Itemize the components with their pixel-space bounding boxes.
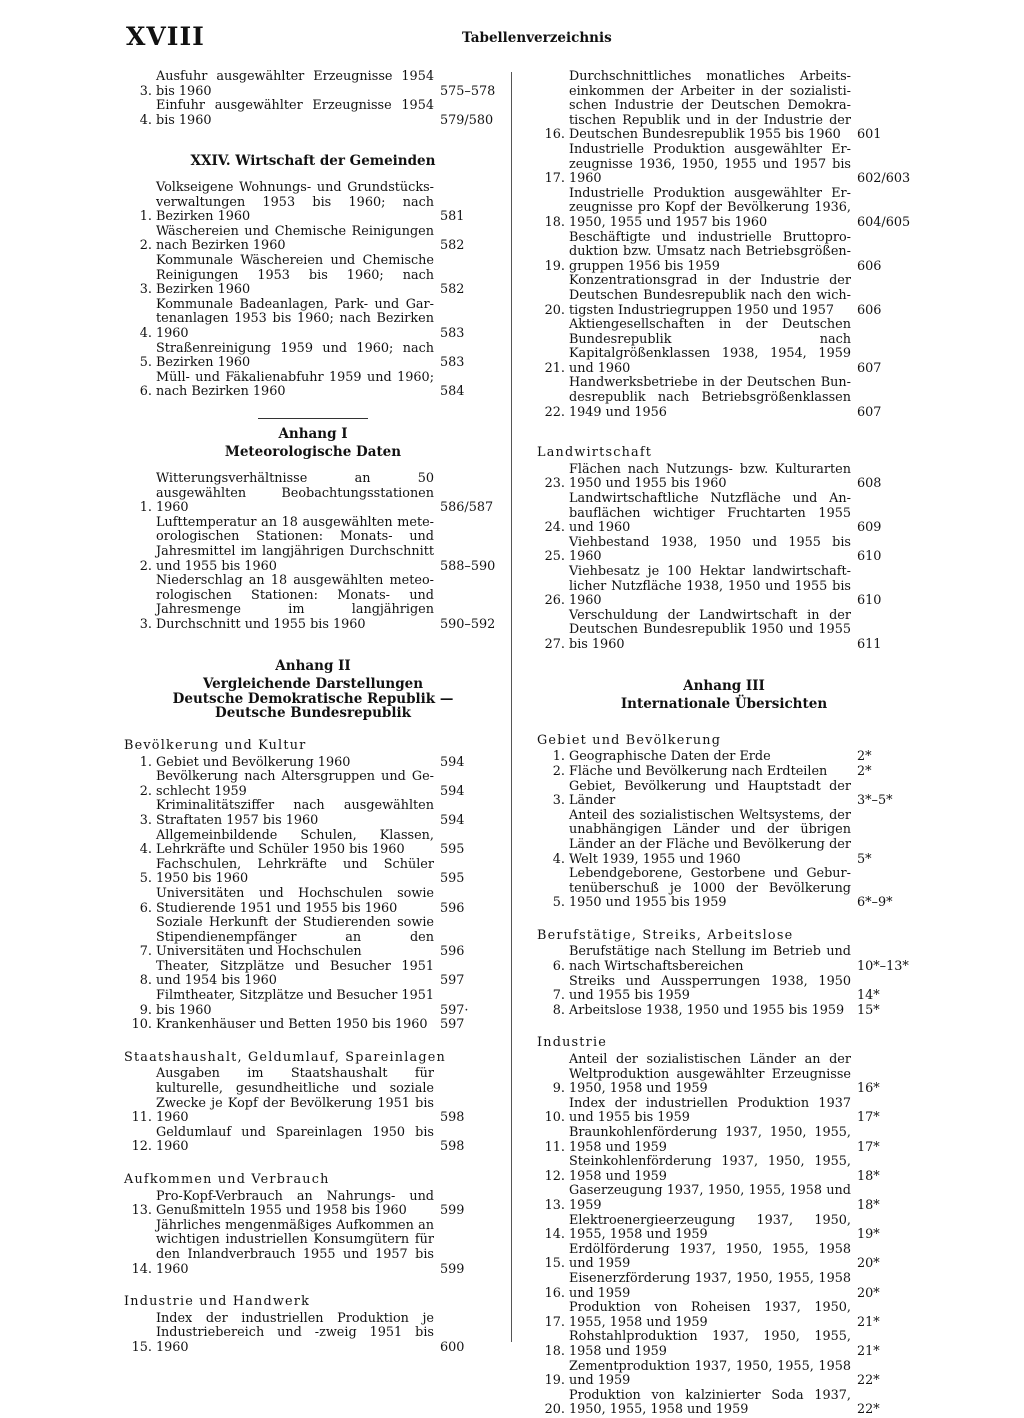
list-item xyxy=(124,770,502,799)
entry-number: 7. xyxy=(139,944,152,960)
group-label: Berufstätige, Streiks, Arbeitslose xyxy=(537,927,794,943)
list-item xyxy=(124,829,502,858)
entry-page: 606 xyxy=(857,302,882,318)
group-list xyxy=(537,1053,911,1418)
entry-number: 18. xyxy=(544,1343,565,1359)
entry-title: Eisenerzförderung 1937, 1950, 1955, 1958 und 1959 xyxy=(569,1270,851,1301)
list-item xyxy=(124,799,502,828)
entry-page: 582 xyxy=(440,282,465,298)
entry-number: 27. xyxy=(544,636,565,652)
list-item xyxy=(537,1360,911,1389)
list-item xyxy=(537,975,911,1004)
list-item xyxy=(537,1004,911,1019)
list-item xyxy=(124,254,502,298)
list-item xyxy=(537,1126,911,1155)
group-list xyxy=(537,945,911,1018)
entry-number: 2. xyxy=(139,558,152,574)
entry-number: 9. xyxy=(139,1002,152,1018)
entry-title: Theater, Sitzplätze und Besucher 1951 und 1954 bis 1960 xyxy=(156,958,434,989)
list-item xyxy=(537,609,911,653)
entry-title: Wäschereien und Chemische Reinigungen nach Bezirken 1960 xyxy=(156,223,434,254)
entry-number: 3. xyxy=(139,812,152,828)
entry-page: 15* xyxy=(857,1002,880,1018)
entry-title: Geographische Daten der Erde xyxy=(569,749,771,765)
list-item xyxy=(124,342,502,371)
entry-number: 2. xyxy=(139,238,152,254)
entry-title: Lufttemperatur an 18 ausgewählten meteorologischen Stationen: Monats- und Jahresmittel im langjährigen Durchschnitt und 1955 bis 1960 xyxy=(156,514,434,574)
entry-page: 579/580 xyxy=(440,112,494,128)
entry-title: Fläche und Bevölkerung nach Erdteilen xyxy=(569,763,828,779)
groups-anhang3 xyxy=(537,716,911,1418)
list-item xyxy=(124,371,502,400)
entry-title: Landwirtschaftliche Nutzfläche und Anbauflächen wichtiger Fruchtarten 1955 und 1960 xyxy=(569,491,851,536)
appendix-subtitle: Deutsche Demokratische Republik — xyxy=(172,690,454,707)
entry-page: 22* xyxy=(857,1373,880,1389)
entry-number: 23. xyxy=(544,476,565,492)
entry-page: 14* xyxy=(857,988,880,1004)
entry-number: 16. xyxy=(544,1285,565,1301)
entry-title: Industrielle Produktion ausgewählter Erzeugnisse 1936, 1950, 1955 und 1957 bis 1960 xyxy=(569,141,851,187)
entry-title: Kommunale Wäschereien und Chemische Reinigungen 1953 bis 1960; nach Bezirken 1960 xyxy=(156,252,434,298)
entry-title: Anteil der sozialistischen Länder an der Weltproduktion ausgewählter Erzeugnisse 1950, 1958 und 1959 xyxy=(569,1052,851,1097)
list-item xyxy=(124,1219,502,1277)
entry-number: 2. xyxy=(552,763,565,779)
appendix-subtitle: Meteorologische Daten xyxy=(224,444,402,461)
entry-page: 607 xyxy=(857,360,882,376)
list-left-top xyxy=(124,70,502,128)
entry-number: 2. xyxy=(139,783,152,799)
right-column xyxy=(537,70,911,1418)
entry-number: 12. xyxy=(131,1139,152,1155)
entry-title: Geldumlauf und Spareinlagen 1950 bis 1960 xyxy=(156,1124,434,1155)
group-label: Gebiet und Bevölkerung xyxy=(537,732,722,748)
entry-page: 19* xyxy=(857,1227,880,1243)
entry-number: 1. xyxy=(139,754,152,770)
entry-page: 599 xyxy=(440,1203,465,1219)
entry-title: Einfuhr ausgewählter Erzeugnisse 1954 bis 1960 xyxy=(156,98,434,128)
entry-number: 15. xyxy=(544,1256,565,1272)
entry-page: 590–592 xyxy=(440,617,496,632)
list-item xyxy=(537,70,911,143)
entry-page: 595 xyxy=(440,871,465,887)
left-column xyxy=(124,70,502,1356)
entry-number: 4. xyxy=(552,851,565,867)
entry-page: 608 xyxy=(857,476,882,492)
entry-number: 11. xyxy=(131,1110,152,1126)
entry-page: 609 xyxy=(857,520,882,536)
list-item xyxy=(537,376,911,420)
entry-number: 3. xyxy=(139,282,152,298)
list-item xyxy=(124,225,502,254)
entry-page: 6*–9* xyxy=(857,895,893,911)
list-item xyxy=(537,143,911,187)
entry-page: 20* xyxy=(857,1256,880,1272)
entry-title: Arbeitslose 1938, 1950 und 1955 bis 1959 xyxy=(569,1002,845,1018)
group-list xyxy=(537,750,911,911)
entry-number: 14. xyxy=(544,1227,565,1243)
entry-page: 598 xyxy=(440,1110,465,1126)
entry-number: 21. xyxy=(544,360,565,376)
entry-number: 19. xyxy=(544,258,565,274)
entry-number: 22. xyxy=(544,404,565,420)
list-item xyxy=(537,1155,911,1184)
entry-number: 6. xyxy=(139,900,152,916)
entry-title: Gaserzeugung 1937, 1950, 1955, 1958 und 1959 xyxy=(569,1183,851,1213)
list-item xyxy=(124,1067,502,1125)
list-item xyxy=(537,780,911,809)
group-label: Landwirtschaft xyxy=(537,445,653,461)
list-xxiv xyxy=(124,181,502,400)
page-number: XVIII xyxy=(126,22,205,51)
list-item xyxy=(537,1097,911,1126)
entry-page: 594 xyxy=(440,754,465,770)
appendix-title: Anhang I xyxy=(278,425,348,442)
entry-page: 604/605 xyxy=(857,214,911,230)
entry-title: Fachschulen, Lehrkräfte und Schüler 1950 bis 1960 xyxy=(156,856,434,887)
entry-page: 599 xyxy=(440,1261,465,1277)
groups-anhang2 xyxy=(124,721,502,1356)
entry-title: Rohstahlproduktion 1937, 1950, 1955, 1958 und 1959 xyxy=(569,1329,851,1359)
entry-page: 597 xyxy=(440,1017,465,1033)
entry-page: 10*–13* xyxy=(857,959,909,975)
entry-number: 11. xyxy=(544,1139,565,1155)
list-item xyxy=(124,574,502,632)
entry-number: 9. xyxy=(552,1081,565,1097)
entry-title: Beschäftigte und industrielle Bruttoproduktion bzw. Umsatz nach Betriebsgrößengruppen 1956 bis 1959 xyxy=(569,229,851,274)
appendix-title: Anhang III xyxy=(683,677,765,694)
entry-title: Soziale Herkunft der Studierenden sowie Stipendienempfänger an den Universitäten und Hochschulen xyxy=(156,915,434,960)
list-item xyxy=(124,858,502,887)
entry-page: 607 xyxy=(857,404,882,420)
entry-title: Gebiet und Bevölkerung 1960 xyxy=(156,754,351,770)
entry-page: 601 xyxy=(857,127,882,143)
list-item xyxy=(537,750,911,765)
list-right-top xyxy=(537,70,911,420)
entry-page: 17* xyxy=(857,1110,880,1126)
entry-page: 602/603 xyxy=(857,171,911,187)
entry-page: 18* xyxy=(857,1168,880,1184)
entry-title: Volkseigene Wohnungs- und Grundstücksverwaltungen 1953 bis 1960; nach Bezirken 1960 xyxy=(156,179,434,225)
entry-number: 5. xyxy=(139,871,152,887)
entry-number: 5. xyxy=(552,895,565,911)
entry-page: 588–590 xyxy=(440,558,496,574)
entry-title: Straßenreinigung 1959 und 1960; nach Bezirken 1960 xyxy=(156,340,434,371)
entry-number: 4. xyxy=(139,112,152,128)
list-item xyxy=(537,809,911,867)
list-landwirtschaft xyxy=(537,463,911,653)
entry-title: Jährliches mengenmäßiges Aufkommen an wichtigen industriellen Konsumgütern für den Inlandverbrauch 1955 und 1957 bis 1960 xyxy=(156,1217,434,1277)
entry-number: 16. xyxy=(544,127,565,143)
entry-title: Kriminalitätsziffer nach ausgewählten Straftaten 1957 bis 1960 xyxy=(156,798,434,828)
entry-title: Braunkohlenförderung 1937, 1950, 1955, 1958 und 1959 xyxy=(569,1125,851,1155)
list-item xyxy=(537,1330,911,1359)
entry-title: Berufstätige nach Stellung im Betrieb und nach Wirtschaftsbereichen xyxy=(569,944,851,975)
entry-page: 3*–5* xyxy=(857,793,893,809)
entry-page: 583 xyxy=(440,355,465,371)
entry-number: 26. xyxy=(544,593,565,609)
entry-page: 575–578 xyxy=(440,83,496,99)
entry-page: 5* xyxy=(857,851,872,867)
list-item xyxy=(537,187,911,231)
entry-title: Durchschnittliches monatliches Arbeitseinkommen der Arbeiter in der sozialistischen Industrie der Deutschen Demokratischen Republik und in der Industrie der Deutschen Bundesrepublik 1955 bis 1960 xyxy=(569,69,851,143)
list-anhang1 xyxy=(124,472,502,633)
entry-title: Industrielle Produktion ausgewählter Erzeugnisse pro Kopf der Bevölkerung 1936, 1950, 1955 und 1957 bis 1960 xyxy=(569,185,851,230)
group-label: Aufkommen und Verbrauch xyxy=(124,1172,330,1187)
entry-number: 24. xyxy=(544,520,565,536)
list-item xyxy=(124,887,502,916)
column-divider xyxy=(511,72,512,1342)
list-item xyxy=(537,1301,911,1330)
entry-page: 597 xyxy=(440,973,465,989)
entry-title: Allgemeinbildende Schulen, Klassen, Lehrkräfte und Schüler 1950 bis 1960 xyxy=(156,827,434,858)
entry-title: Ausfuhr ausgewählter Erzeugnisse 1954 bis 1960 xyxy=(156,69,434,99)
group-label: Staatshaushalt, Geldumlauf, Spareinlagen xyxy=(124,1049,446,1065)
list-item xyxy=(537,1243,911,1272)
entry-number: 5. xyxy=(139,355,152,371)
entry-page: 18* xyxy=(857,1197,880,1213)
entry-title: Niederschlag an 18 ausgewählten meteorologischen Stationen: Monats- und Jahresmenge im langjährigen Durchschnitt und 1955 bis 1960 xyxy=(156,573,434,632)
list-item xyxy=(537,765,911,780)
entry-page: 581 xyxy=(440,209,465,225)
entry-number: 4. xyxy=(139,842,152,858)
entry-number: 10. xyxy=(131,1017,152,1033)
list-item xyxy=(537,492,911,536)
entry-page: 21* xyxy=(857,1314,880,1330)
entry-title: Zementproduktion 1937, 1950, 1955, 1958 und 1959 xyxy=(569,1358,851,1389)
entry-number: 8. xyxy=(552,1002,565,1018)
appendix-subtitle: Deutsche Bundesrepublik xyxy=(215,705,411,722)
entry-number: 12. xyxy=(544,1168,565,1184)
entry-page: 594 xyxy=(440,812,465,828)
list-item xyxy=(124,99,502,128)
list-item xyxy=(537,565,911,609)
entry-page: 600 xyxy=(440,1339,465,1355)
entry-number: 1. xyxy=(552,749,565,765)
list-item xyxy=(537,1214,911,1243)
entry-title: Produktion von kalzinierter Soda 1937, 1950, 1955, 1958 und 1959 xyxy=(569,1387,851,1418)
entry-number: 3. xyxy=(139,617,152,632)
list-item xyxy=(537,536,911,565)
list-item xyxy=(124,989,502,1018)
entry-number: 1. xyxy=(139,209,152,225)
entry-number: 20. xyxy=(544,302,565,318)
list-item xyxy=(124,516,502,574)
list-item xyxy=(124,70,502,99)
entry-title: Handwerksbetriebe in der Deutschen Bundesrepublik nach Betriebsgrößenklassen 1949 und 1956 xyxy=(569,375,851,420)
entry-page: 610 xyxy=(857,549,882,565)
entry-number: 7. xyxy=(552,988,565,1004)
list-item xyxy=(537,463,911,492)
entry-page: 584 xyxy=(440,384,465,400)
group-list xyxy=(124,1190,502,1278)
entry-number: 14. xyxy=(131,1261,152,1277)
entry-title: Flächen nach Nutzungs- bzw. Kulturarten 1950 und 1955 bis 1960 xyxy=(569,461,851,492)
entry-number: 13. xyxy=(544,1197,565,1213)
entry-page: 582 xyxy=(440,238,465,254)
entry-page: 21* xyxy=(857,1343,880,1359)
entry-number: 20. xyxy=(544,1402,565,1418)
list-item xyxy=(537,318,911,376)
group-label: Bevölkerung und Kultur xyxy=(124,737,307,753)
entry-page: 595 xyxy=(440,842,465,858)
entry-title: Lebendgeborene, Gestorbene und Geburtenüberschuß je 1000 der Bevölkerung 1950 und 1955 bis 1959 xyxy=(569,866,851,911)
list-item xyxy=(124,960,502,989)
entry-title: Konzentrationsgrad in der Industrie der Deutschen Bundesrepublik nach den wichtigsten Industriegruppen 1950 und 1957 xyxy=(569,273,851,318)
section-heading: XXIV. Wirtschaft der Gemeinden xyxy=(190,153,436,170)
entry-title: Erdölförderung 1937, 1950, 1955, 1958 und 1959 xyxy=(569,1241,851,1272)
entry-number: 6. xyxy=(139,384,152,400)
entry-title: Ausgaben im Staatshaushalt für kulturelle, gesundheitliche und soziale Zwecke je Kopf der Bevölkerung 1951 bis 1960 xyxy=(156,1066,434,1126)
entry-number: 10. xyxy=(544,1110,565,1126)
entry-page: 586/587 xyxy=(440,500,494,516)
entry-page: 610 xyxy=(857,593,882,609)
entry-page: 2* xyxy=(857,763,872,779)
entry-title: Steinkohlenförderung 1937, 1950, 1955, 1958 und 1959 xyxy=(569,1154,851,1184)
list-item xyxy=(124,472,502,516)
running-title: Tabellenverzeichnis xyxy=(462,30,612,46)
entry-title: Elektroenergieerzeugung 1937, 1950, 1955, 1958 und 1959 xyxy=(569,1212,851,1243)
list-item xyxy=(537,1272,911,1301)
entry-number: 8. xyxy=(139,973,152,989)
entry-number: 18. xyxy=(544,214,565,230)
list-item xyxy=(537,1389,911,1418)
entry-title: Bevölkerung nach Altersgruppen und Geschlecht 1959 xyxy=(156,769,434,799)
list-item xyxy=(537,1053,911,1097)
list-item xyxy=(537,945,911,974)
list-item xyxy=(124,1126,502,1155)
entry-number: 1. xyxy=(139,500,152,516)
entry-title: Pro-Kopf-Verbrauch an Nahrungs- und Genußmitteln 1955 und 1958 bis 1960 xyxy=(156,1188,434,1219)
entry-title: Filmtheater, Sitzplätze und Besucher 1951 bis 1960 xyxy=(156,988,434,1018)
list-item xyxy=(124,916,502,960)
list-item xyxy=(537,867,911,911)
entry-page: 611 xyxy=(857,636,882,652)
entry-title: Gebiet, Bevölkerung und Hauptstadt der Länder xyxy=(569,778,851,809)
entry-number: 17. xyxy=(544,1314,565,1330)
entry-title: Universitäten und Hochschulen sowie Studierende 1951 und 1955 bis 1960 xyxy=(156,885,434,916)
entry-title: Müll- und Fäkalienabfuhr 1959 und 1960; nach Bezirken 1960 xyxy=(156,369,434,400)
group-list xyxy=(124,1312,502,1356)
entry-title: Viehbesatz je 100 Hektar landwirtschaftlicher Nutzfläche 1938, 1950 und 1955 bis 1960 xyxy=(569,564,851,609)
entry-page: 2* xyxy=(857,749,872,765)
group-list xyxy=(124,756,502,1033)
appendix-subtitle: Internationale Übersichten xyxy=(620,696,828,713)
entry-number: 19. xyxy=(544,1373,565,1389)
list-item xyxy=(537,1184,911,1213)
entry-title: Index der industriellen Produktion je Industriebereich und -zweig 1951 bis 1960 xyxy=(156,1310,434,1355)
entry-page: 596 xyxy=(440,900,465,916)
entry-number: 3. xyxy=(139,83,152,99)
list-item xyxy=(124,1018,502,1033)
entry-title: Kommunale Badeanlagen, Park- und Gartenanlagen 1953 bis 1960; nach Bezirken 1960 xyxy=(156,296,434,341)
appendix-subtitle: Vergleichende Darstellungen xyxy=(202,676,424,693)
entry-title: Aktiengesellschaften in der Deutschen Bundesrepublik nach Kapitalgrößenklassen 1938, 1954, 1959 und 1960 xyxy=(569,317,851,376)
entry-number: 6. xyxy=(552,959,565,975)
entry-title: Index der industriellen Produktion 1937 und 1955 bis 1959 xyxy=(569,1095,851,1126)
entry-page: 598 xyxy=(440,1139,465,1155)
entry-page: 597· xyxy=(440,1002,469,1018)
appendix-title: Anhang II xyxy=(275,657,351,674)
section-rule xyxy=(258,418,368,419)
list-item xyxy=(124,756,502,771)
entry-number: 25. xyxy=(544,549,565,565)
entry-page: 17* xyxy=(857,1139,880,1155)
entry-page: 594 xyxy=(440,783,465,799)
list-item xyxy=(537,274,911,318)
entry-page: 583 xyxy=(440,325,465,341)
entry-number: 3. xyxy=(552,793,565,809)
entry-title: Streiks und Aussperrungen 1938, 1950 und 1955 bis 1959 xyxy=(569,973,851,1004)
group-label: Industrie und Handwerk xyxy=(124,1294,311,1310)
entry-title: Viehbestand 1938, 1950 und 1955 bis 1960 xyxy=(569,534,851,565)
list-item xyxy=(124,1312,502,1356)
entry-page: 16* xyxy=(857,1081,880,1097)
entry-page: 596 xyxy=(440,944,465,960)
list-item xyxy=(537,231,911,275)
entry-title: Witterungsverhältnisse an 50 ausgewählten Beobachtungsstationen 1960 xyxy=(156,471,434,516)
entry-title: Krankenhäuser und Betten 1950 bis 1960 xyxy=(156,1017,428,1033)
entry-number: 13. xyxy=(131,1203,152,1219)
list-item xyxy=(124,1190,502,1219)
entry-number: 4. xyxy=(139,325,152,341)
entry-title: Anteil des sozialistischen Weltsystems, der unabhängigen Länder und der übrigen Länder an der Fläche und Bevölkerung der Welt 1939, 1955 und 1960 xyxy=(569,807,851,867)
entry-page: 606 xyxy=(857,258,882,274)
list-item xyxy=(124,181,502,225)
entry-title: Produktion von Roheisen 1937, 1950, 1955, 1958 und 1959 xyxy=(569,1300,851,1330)
entry-number: 17. xyxy=(544,171,565,187)
list-item xyxy=(124,298,502,342)
group-label: Industrie xyxy=(537,1035,608,1051)
entry-number: 15. xyxy=(131,1339,152,1355)
entry-page: 20* xyxy=(857,1285,880,1301)
entry-title: Verschuldung der Landwirtschaft in der Deutschen Bundesrepublik 1950 und 1955 bis 1960 xyxy=(569,607,851,652)
entry-page: 22* xyxy=(857,1402,880,1418)
group-list xyxy=(124,1067,502,1155)
